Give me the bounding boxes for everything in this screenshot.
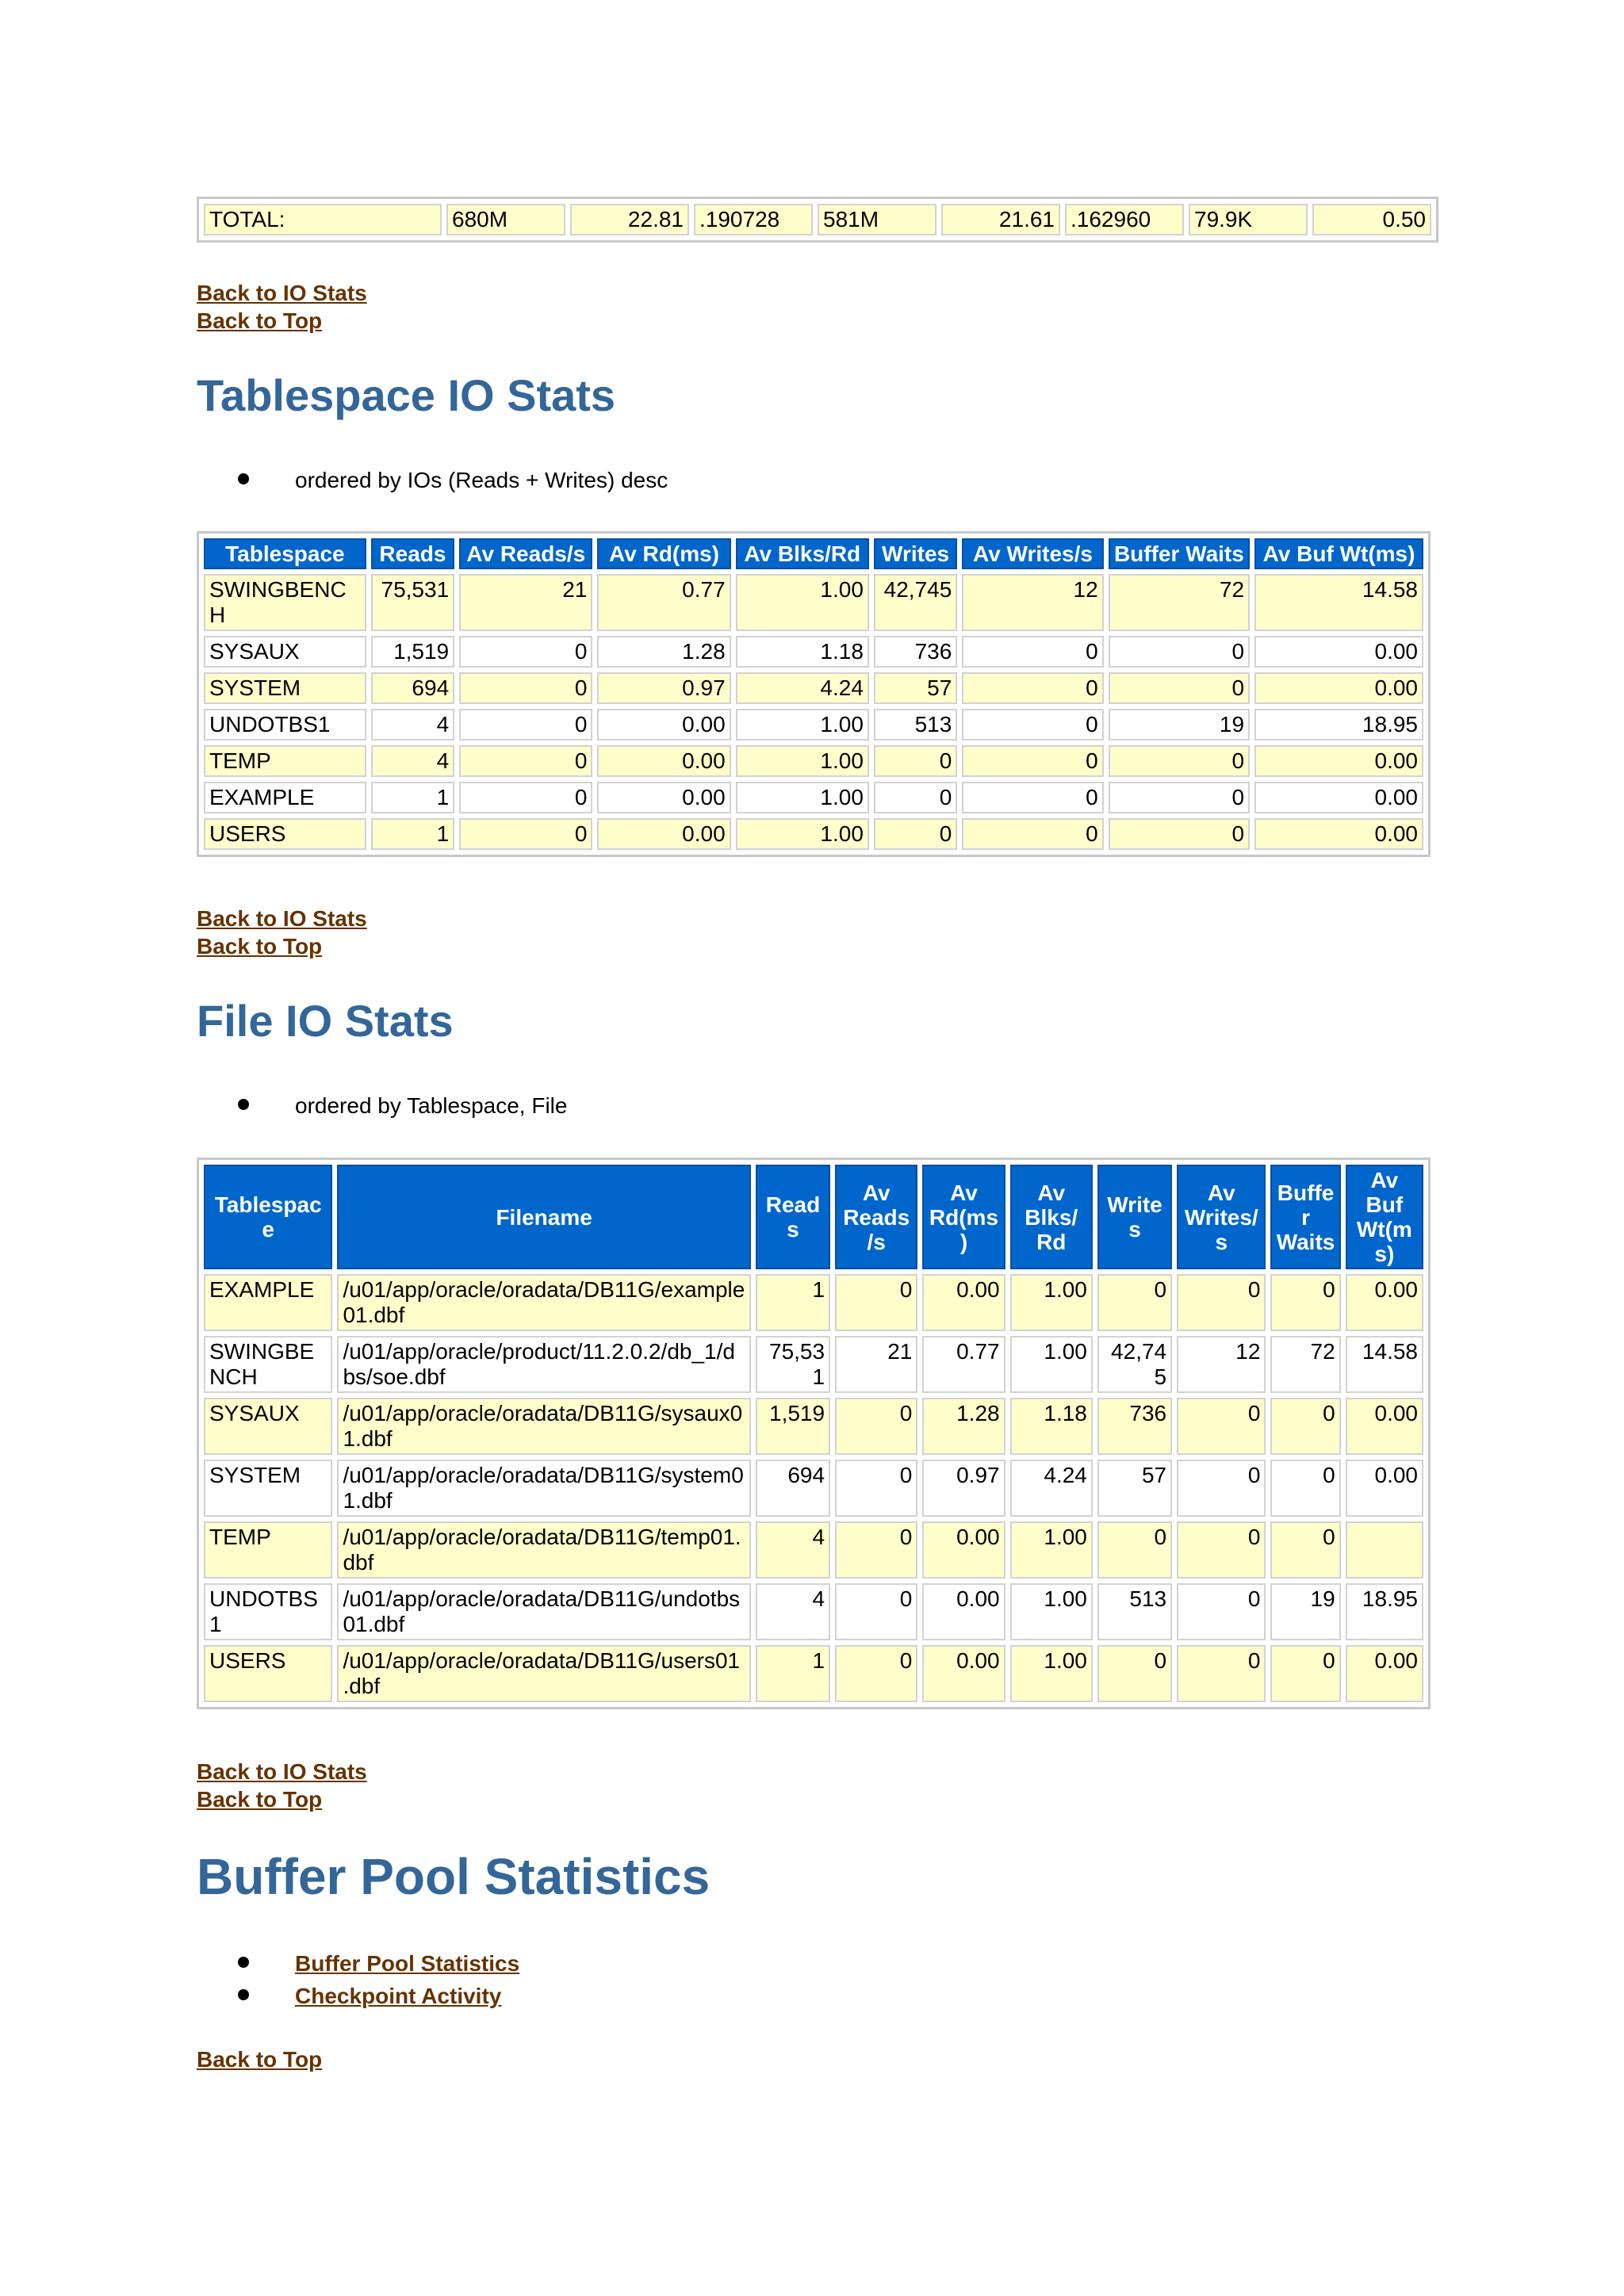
table-cell: 736 (874, 636, 957, 668)
table-cell: 1 (371, 818, 454, 850)
table-cell: 0 (874, 745, 957, 777)
table-cell: 72 (1109, 574, 1250, 631)
table-cell: 0.00 (1346, 1274, 1423, 1331)
table-row (204, 745, 1423, 777)
table-cell: 0.00 (597, 818, 730, 850)
table-cell: 0 (1177, 1645, 1266, 1702)
table-cell: 0 (962, 745, 1103, 777)
table-cell: 0.00 (1254, 818, 1423, 850)
table-cell: 0.77 (597, 574, 730, 631)
table-cell: SYSAUX (204, 1398, 332, 1455)
col-header: Buffer Waits (1270, 1165, 1340, 1269)
tablespace-io-table (197, 531, 1431, 857)
table-row (204, 818, 1423, 850)
buffer-pool-statistics-link[interactable]: Buffer Pool Statistics (295, 1951, 520, 1976)
table-cell: 0.97 (922, 1460, 1005, 1517)
table-row (204, 1583, 1423, 1640)
table-cell: 0.00 (1254, 745, 1423, 777)
table-cell: 1.00 (1010, 1274, 1093, 1331)
table-cell: 1 (371, 782, 454, 813)
table-cell: 4 (756, 1521, 830, 1578)
table-cell: 736 (1097, 1398, 1172, 1455)
file-table-body (204, 1274, 1423, 1702)
table-cell: TEMP (204, 745, 366, 777)
table-cell: SYSTEM (204, 1460, 332, 1517)
total-cell: 21.61 (941, 204, 1060, 235)
table-cell: 0 (835, 1645, 917, 1702)
table-cell: 0 (835, 1583, 917, 1640)
col-header: Reads (756, 1165, 830, 1269)
table-cell: 0.97 (597, 672, 730, 704)
table-cell: 0 (835, 1274, 917, 1331)
table-cell: 0.00 (922, 1521, 1005, 1578)
table-cell: 0 (962, 782, 1103, 813)
table-cell: 0 (962, 709, 1103, 740)
table-cell: /u01/app/oracle/oradata/DB11G/undotbs01.dbf (337, 1583, 750, 1640)
table-cell: 0.00 (1254, 636, 1423, 668)
col-header: Av Buf Wt(ms) (1254, 538, 1423, 569)
table-cell: 0 (1097, 1521, 1172, 1578)
col-header: Av Reads/s (835, 1165, 917, 1269)
back-to-io-stats-link[interactable]: Back to IO Stats (197, 281, 367, 305)
table-cell: 0.00 (597, 745, 730, 777)
col-header: Av Writes/s (962, 538, 1103, 569)
table-cell: 1.00 (736, 818, 869, 850)
table-cell: TEMP (204, 1521, 332, 1578)
col-header: Av Blks/ Rd (1010, 1165, 1093, 1269)
checkpoint-activity-link[interactable]: Checkpoint Activity (295, 1984, 502, 2008)
tablespace-header-row (204, 538, 1423, 569)
table-row (204, 1521, 1423, 1578)
table-cell: 1.00 (1010, 1521, 1093, 1578)
table-cell: 0.00 (597, 709, 730, 740)
table-cell: 0.00 (1346, 1645, 1423, 1702)
total-row (204, 204, 1431, 235)
table-row (204, 1398, 1423, 1455)
table-cell: 75,531 (371, 574, 454, 631)
table-cell: EXAMPLE (204, 782, 366, 813)
table-cell: 4 (371, 745, 454, 777)
col-header: Writes (874, 538, 957, 569)
table-cell: 0 (962, 818, 1103, 850)
bullet-icon (238, 1099, 249, 1110)
table-cell: 0 (1177, 1521, 1266, 1578)
table-cell: 0 (835, 1398, 917, 1455)
table-cell: 12 (962, 574, 1103, 631)
table-cell: 0 (1177, 1460, 1266, 1517)
table-cell: 0.00 (922, 1583, 1005, 1640)
table-cell: 0 (1270, 1460, 1340, 1517)
table-cell: 0 (459, 709, 592, 740)
back-to-top-link[interactable]: Back to Top (197, 2047, 323, 2072)
table-cell: 0 (459, 745, 592, 777)
table-cell: 0 (1109, 818, 1250, 850)
table-cell: 0.77 (922, 1336, 1005, 1393)
table-cell: SWINGBENCH (204, 1336, 332, 1393)
total-cell: .162960 (1065, 204, 1184, 235)
table-cell: 0 (1109, 745, 1250, 777)
table-cell: 0.00 (922, 1645, 1005, 1702)
table-row (204, 1645, 1423, 1702)
table-cell: 42,745 (1097, 1336, 1172, 1393)
table-cell: 75,531 (756, 1336, 830, 1393)
col-header: Av Rd(ms) (597, 538, 730, 569)
table-cell: SYSTEM (204, 672, 366, 704)
table-cell: UNDOTBS1 (204, 1583, 332, 1640)
back-to-top-link[interactable]: Back to Top (197, 1787, 323, 1812)
total-cell: 680M (446, 204, 565, 235)
table-cell (1346, 1521, 1423, 1578)
table-cell: 19 (1270, 1583, 1340, 1640)
table-cell: 0 (962, 636, 1103, 668)
table-cell: 57 (874, 672, 957, 704)
col-header: Buffer Waits (1109, 538, 1250, 569)
total-cell: 79.9K (1189, 204, 1308, 235)
table-cell: 0 (1177, 1274, 1266, 1331)
table-cell: 0.00 (1346, 1398, 1423, 1455)
table-cell: 0 (1109, 672, 1250, 704)
table-cell: 0.00 (1254, 672, 1423, 704)
table-cell: SYSAUX (204, 636, 366, 668)
back-to-top-link[interactable]: Back to Top (197, 934, 323, 959)
col-header: Av Writes/s (1177, 1165, 1266, 1269)
table-cell: 1.28 (922, 1398, 1005, 1455)
table-cell: 0 (1177, 1398, 1266, 1455)
col-header: Reads (371, 538, 454, 569)
table-cell: 4.24 (736, 672, 869, 704)
table-cell: 57 (1097, 1460, 1172, 1517)
col-header: Filename (337, 1165, 750, 1269)
table-cell: 0.00 (597, 782, 730, 813)
table-cell: 513 (874, 709, 957, 740)
table-cell: 4 (371, 709, 454, 740)
table-cell: 0 (874, 782, 957, 813)
total-cell: .190728 (694, 204, 813, 235)
table-cell: /u01/app/oracle/oradata/DB11G/example01.dbf (337, 1274, 750, 1331)
table-cell: SWINGBENCH (204, 574, 366, 631)
table-cell: 694 (371, 672, 454, 704)
col-header: Av Reads/s (459, 538, 592, 569)
table-cell: 42,745 (874, 574, 957, 631)
table-row (204, 1460, 1423, 1517)
total-cell: 581M (818, 204, 936, 235)
total-table (197, 197, 1438, 243)
table-cell: 0 (1097, 1645, 1172, 1702)
table-row (204, 709, 1423, 740)
col-header: Av Buf Wt(ms) (1346, 1165, 1423, 1269)
table-cell: 0 (459, 818, 592, 850)
table-cell: 14.58 (1254, 574, 1423, 631)
table-row (204, 1274, 1423, 1331)
file-io-stats-heading: File IO Stats (197, 996, 454, 1046)
table-cell: 0.00 (1346, 1460, 1423, 1517)
table-cell: 694 (756, 1460, 830, 1517)
table-cell: 1,519 (371, 636, 454, 668)
back-to-io-stats-link[interactable]: Back to IO Stats (197, 906, 367, 931)
table-cell: 21 (835, 1336, 917, 1393)
table-cell: /u01/app/oracle/oradata/DB11G/sysaux01.dbf (337, 1398, 750, 1455)
table-cell: 1.00 (1010, 1583, 1093, 1640)
tablespace-bullet-text: ordered by IOs (Reads + Writes) desc (295, 468, 668, 492)
table-cell: /u01/app/oracle/oradata/DB11G/temp01.dbf (337, 1521, 750, 1578)
table-cell: 4 (756, 1583, 830, 1640)
table-cell: 0 (1270, 1521, 1340, 1578)
file-bullet-text: ordered by Tablespace, File (295, 1093, 568, 1118)
buffer-pool-statistics-heading: Buffer Pool Statistics (197, 1848, 710, 1905)
table-cell: 1.00 (736, 782, 869, 813)
total-label: TOTAL: (204, 204, 442, 235)
table-cell: 1 (756, 1274, 830, 1331)
table-cell: 0 (1109, 636, 1250, 668)
table-cell: 18.95 (1346, 1583, 1423, 1640)
table-cell: 0 (1270, 1274, 1340, 1331)
table-cell: 18.95 (1254, 709, 1423, 740)
table-cell: 1.00 (736, 745, 869, 777)
table-cell: /u01/app/oracle/oradata/DB11G/system01.dbf (337, 1460, 750, 1517)
col-header: Tablespace (204, 1165, 332, 1269)
table-cell: 0 (962, 672, 1103, 704)
table-row (204, 782, 1423, 813)
table-cell: 14.58 (1346, 1336, 1423, 1393)
table-cell: 12 (1177, 1336, 1266, 1393)
table-cell: 0 (1270, 1398, 1340, 1455)
table-row (204, 672, 1423, 704)
table-cell: 0 (874, 818, 957, 850)
table-cell: /u01/app/oracle/product/11.2.0.2/db_1/dbs/soe.dbf (337, 1336, 750, 1393)
table-cell: 0 (1177, 1583, 1266, 1640)
table-cell: 1.00 (736, 574, 869, 631)
back-to-top-link[interactable]: Back to Top (197, 308, 323, 333)
table-row (204, 1336, 1423, 1393)
tablespace-io-stats-heading: Tablespace IO Stats (197, 370, 616, 420)
table-cell: EXAMPLE (204, 1274, 332, 1331)
table-cell: 1.28 (597, 636, 730, 668)
table-cell: 1 (756, 1645, 830, 1702)
table-row (204, 636, 1423, 668)
table-cell: 0 (835, 1521, 917, 1578)
table-cell: 1.00 (1010, 1645, 1093, 1702)
table-cell: /u01/app/oracle/oradata/DB11G/users01.dbf (337, 1645, 750, 1702)
table-cell: 0.00 (922, 1274, 1005, 1331)
bullet-icon (238, 473, 249, 484)
bullet-icon (238, 1957, 249, 1968)
col-header: Tablespace (204, 538, 366, 569)
back-to-io-stats-link[interactable]: Back to IO Stats (197, 1759, 367, 1784)
total-cell: 0.50 (1312, 204, 1431, 235)
tablespace-table-body (204, 574, 1423, 850)
table-cell: 1.00 (1010, 1336, 1093, 1393)
table-cell: 0 (459, 782, 592, 813)
table-cell: 0 (1270, 1645, 1340, 1702)
col-header: Av Rd(ms) (922, 1165, 1005, 1269)
table-cell: 4.24 (1010, 1460, 1093, 1517)
total-cell: 22.81 (570, 204, 689, 235)
table-cell: 19 (1109, 709, 1250, 740)
file-io-table (197, 1158, 1431, 1709)
col-header: Writes (1097, 1165, 1172, 1269)
table-cell: 513 (1097, 1583, 1172, 1640)
table-cell: 1.00 (736, 709, 869, 740)
table-cell: 0.00 (1254, 782, 1423, 813)
bullet-icon (238, 1989, 249, 2000)
table-cell: 1,519 (756, 1398, 830, 1455)
table-cell: 1.18 (1010, 1398, 1093, 1455)
table-cell: 1.18 (736, 636, 869, 668)
table-cell: 0 (1097, 1274, 1172, 1331)
table-cell: 0 (459, 636, 592, 668)
file-header-row (204, 1165, 1423, 1269)
table-cell: 0 (1109, 782, 1250, 813)
table-cell: 0 (835, 1460, 917, 1517)
table-cell: UNDOTBS1 (204, 709, 366, 740)
col-header: Av Blks/Rd (736, 538, 869, 569)
table-cell: USERS (204, 1645, 332, 1702)
table-cell: USERS (204, 818, 366, 850)
table-row (204, 574, 1423, 631)
table-cell: 21 (459, 574, 592, 631)
table-cell: 0 (459, 672, 592, 704)
table-cell: 72 (1270, 1336, 1340, 1393)
